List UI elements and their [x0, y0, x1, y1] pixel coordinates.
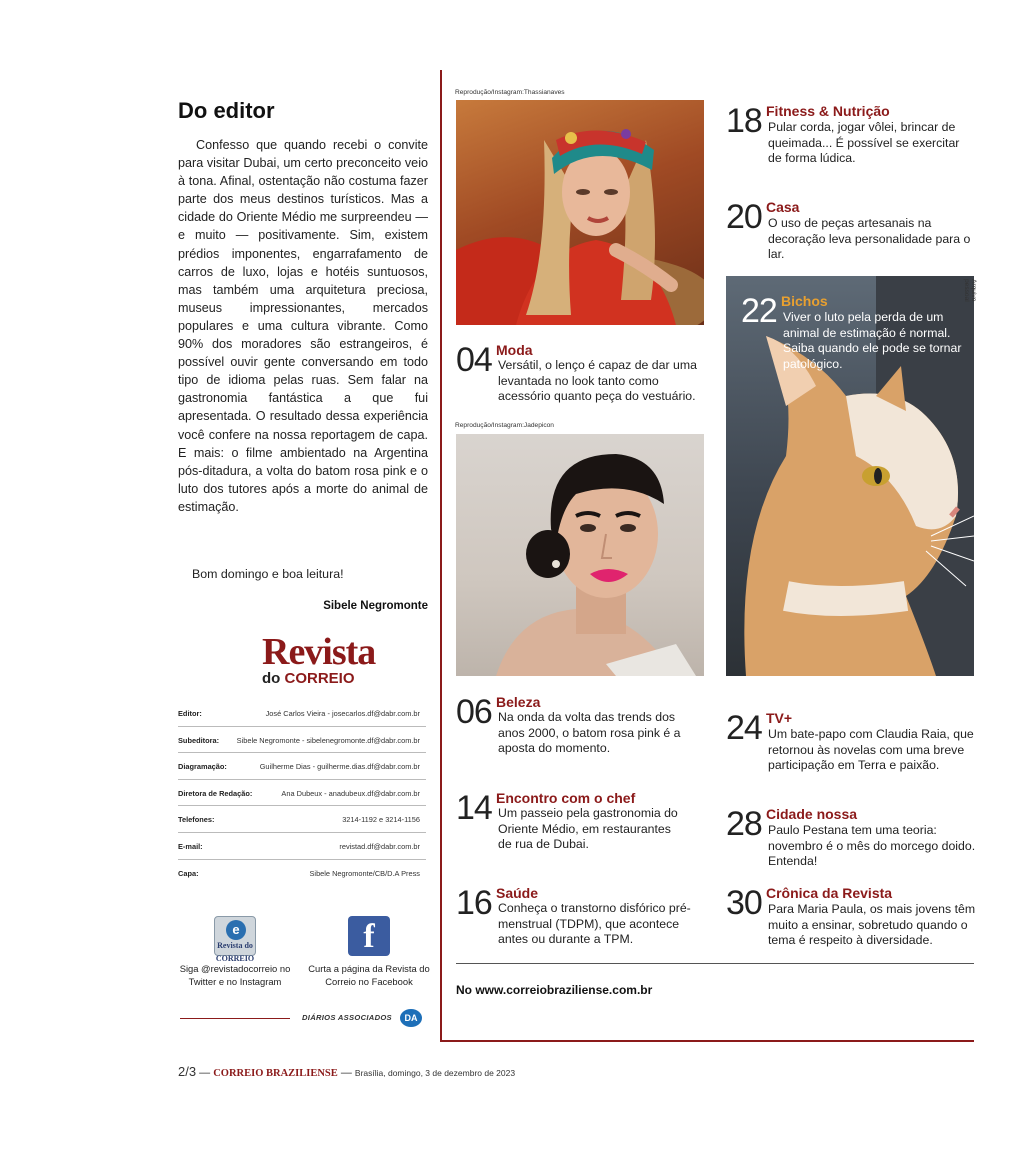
entry-title: Fitness & Nutrição — [766, 103, 890, 119]
entry-page-number: 04 — [456, 341, 492, 379]
frame-bottom-rule — [440, 1040, 974, 1042]
entry-title: Beleza — [496, 694, 541, 710]
editor-greeting: Bom domingo e boa leitura! — [192, 567, 344, 581]
staff-list — [178, 700, 426, 886]
facebook-follow[interactable] — [306, 916, 432, 988]
entry-page-number: 20 — [726, 198, 762, 236]
logo-title: Revista — [262, 631, 376, 673]
entry-description: O uso de peças artesanais na decoração leva personalidade para o lar. — [768, 216, 971, 262]
contents-entry-chef[interactable] — [456, 790, 704, 860]
frame-left-rule — [440, 70, 442, 1042]
photo-credit: Reprodução/Instagram:Jadepicon — [455, 422, 554, 429]
entry-title: Encontro com o chef — [496, 790, 636, 806]
staff-row: Diretora de Redação: Ana Dubeux - anadubeux.df@dabr.com.br — [178, 780, 426, 807]
facebook-icon[interactable]: f — [348, 916, 390, 956]
contents-entry-bichos[interactable] — [741, 293, 971, 383]
staff-row: Telefones: 3214-1192 e 3214-1156 — [178, 806, 426, 833]
photo-credit: Reprodução/Instagram:Thassianaves — [455, 89, 565, 96]
moda-photo — [456, 100, 704, 325]
entry-title: Bichos — [781, 293, 828, 309]
contents-entry-tv[interactable] — [726, 710, 986, 780]
da-logo-icon: DA — [400, 1009, 422, 1027]
entry-description: Viver o luto pela perda de um animal de estimação é normal. Saiba quando ele pode se tornar patológico. — [783, 310, 962, 371]
contents-entry-beleza[interactable] — [456, 694, 704, 764]
entry-page-number: 06 — [456, 693, 492, 731]
entry-page-number: 30 — [726, 884, 762, 922]
entry-page-number: 14 — [456, 789, 492, 827]
staff-row: E-mail: revistad.df@dabr.com.br — [178, 833, 426, 860]
divider — [180, 1018, 290, 1019]
entry-description: Na onda da volta das trends dos anos 2000, o batom rosa pink é a aposta do momento. — [498, 710, 681, 756]
contents-entry-fitness[interactable] — [726, 103, 986, 173]
entry-page-number: 28 — [726, 805, 762, 843]
entry-page-number: 18 — [726, 102, 762, 140]
twitter-text: Siga @revistadocorreio no Twitter e no Instagram — [179, 963, 291, 987]
diarios-associados-label: DIÁRIOS ASSOCIADOS — [302, 1013, 392, 1022]
website-link[interactable]: No www.correiobraziliense.com.br — [456, 983, 653, 997]
editor-text: Confesso que quando recebi o convite para visitar Dubai, um certo preconceito veio à tona. Afinal, ostentação não costuma fazer parte dos meus destinos turísticos. Mas a cidade do Oriente Médio me surpreendeu — e muito — positivamente. Sim, existem prédios imponentes, engarrafamento de carros de luxo, lojas e hotéis suntuosos, mas também uma arquitetura preciosa, museus impressionantes, mercados populares e uma cultura vibrante. Como 90% dos moradores são estrangeiros, é possível ouvir gente conversando em todo tipo de idioma pelas ruas. Sem falar na gastronomia fantástica a que fui apresentada. O resultado dessa experiência você confere na nossa reportagem de capa. E mais: o filme ambientado na Argentina pós-ditadura, a volta do batom rosa pink e o luto dos tutores após a morte do animal de estimação. — [178, 138, 428, 514]
entry-description: Paulo Pestana tem uma teoria: novembro é o mês do morcego doido. Entenda! — [768, 823, 976, 869]
entry-description: Pular corda, jogar vôlei, brincar de queimada... É possível se exercitar de forma lúdica. — [768, 120, 960, 166]
facebook-text: Curta a página da Revista do Correio no Facebook — [308, 963, 430, 987]
staff-row: Capa: Sibele Negromonte/CB/D.A Press — [178, 868, 420, 878]
editor-title: Do editor — [178, 98, 275, 123]
entry-title: Casa — [766, 199, 800, 215]
contents-entry-moda[interactable] — [456, 342, 704, 412]
footer-date: Brasília, domingo, 3 de dezembro de 2023 — [354, 1068, 516, 1078]
contents-entry-cidade[interactable] — [726, 805, 986, 869]
contents-entry-casa[interactable] — [726, 198, 986, 262]
entry-title: TV+ — [766, 710, 793, 726]
entry-description: Conheça o transtorno disfórico pré-menstrual (TDPM), que acontece antes ou durante a TPM. — [498, 901, 691, 947]
beleza-photo — [456, 434, 704, 676]
staff-row: Subeditora: Sibele Negromonte - sibelenegromonte.df@dabr.com.br — [178, 727, 426, 754]
staff-row: Diagramação: Guilherme Dias - guilherme.dias.df@dabr.com.br — [178, 753, 426, 780]
entry-page-number: 22 — [741, 292, 777, 330]
globe-icon: e — [226, 920, 246, 940]
entry-title: Saúde — [496, 885, 539, 901]
page-footer: 2/3 — CORREIO BRAZILIENSE — Brasília, domingo, 3 de dezembro de 2023 — [178, 1064, 516, 1079]
twitter-follow[interactable] — [172, 916, 298, 988]
staff-row: Editor: José Carlos Vieira - josecarlos.df@dabr.com.br — [178, 700, 426, 727]
contents-entry-cronica[interactable] — [726, 885, 986, 955]
divider — [456, 963, 974, 964]
entry-page-number: 16 — [456, 884, 492, 922]
revista-app-icon[interactable]: e Revista do CORREIO — [214, 916, 256, 956]
entry-title: Crônica da Revista — [766, 885, 893, 901]
entry-description: Versátil, o lenço é capaz de dar uma levantada no look tanto como acessório quanto peça do vestuário. — [498, 358, 697, 404]
entry-page-number: 24 — [726, 709, 762, 747]
entry-title: Moda — [496, 342, 533, 358]
editor-signature: Sibele Negromonte — [323, 600, 428, 612]
photo-credit: Arquivo pessoal — [963, 279, 977, 302]
logo-subtitle: do CORREIO — [262, 670, 355, 687]
entry-description: Um bate-papo com Claudia Raia, que retornou às novelas com uma breve participação em Terra e paixão. — [768, 727, 974, 773]
newspaper-name: CORREIO BRAZILIENSE — [213, 1068, 338, 1079]
contents-entry-saude[interactable] — [456, 885, 712, 955]
entry-description: Um passeio pela gastronomia do Oriente Médio, em restaurantes de rua de Dubai. — [498, 806, 678, 852]
entry-description: Para Maria Paula, os mais jovens têm muito a ensinar, sobretudo quando o tema é respeito à diversidade. — [768, 902, 976, 948]
revista-logo — [262, 632, 382, 694]
page-number: 2/3 — [178, 1064, 197, 1079]
entry-title: Cidade nossa — [766, 806, 858, 822]
